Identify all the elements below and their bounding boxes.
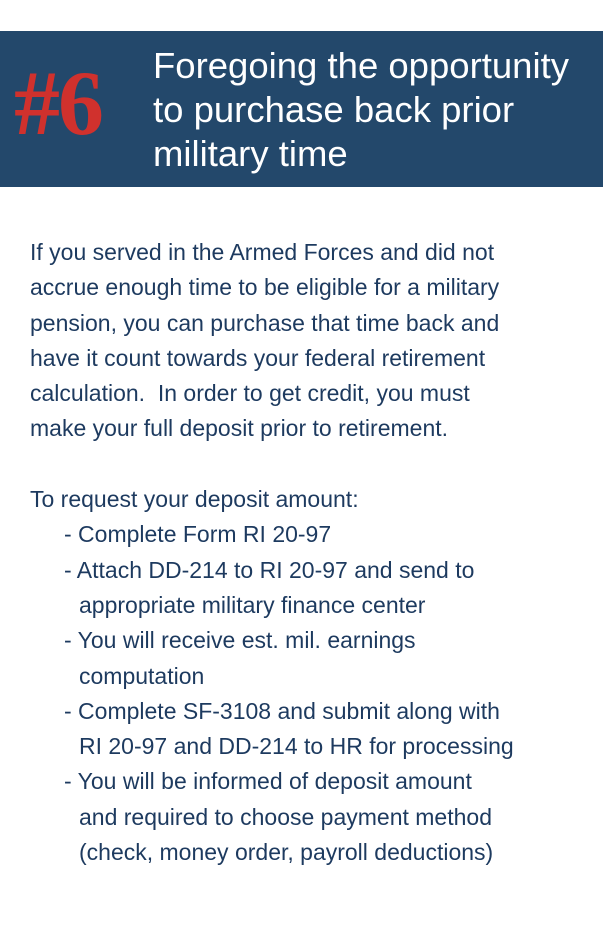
step-item (30, 623, 590, 694)
step-line: computation (79, 662, 205, 689)
title-line: military time (153, 133, 348, 174)
steps-list (30, 517, 590, 870)
step-item (30, 517, 590, 552)
steps-intro (30, 482, 590, 517)
step-line: - Complete SF-3108 and submit along with (64, 697, 500, 724)
step-item (30, 694, 590, 765)
step-line: - Attach DD-214 to RI 20-97 and send to (64, 556, 475, 583)
intro-paragraph (30, 235, 590, 447)
paragraph-line: If you served in the Armed Forces and did not (30, 239, 495, 265)
step-line: - You will be informed of deposit amount (64, 768, 472, 795)
step-line: and required to choose payment method (79, 803, 492, 830)
step-line: (check, money order, payroll deductions) (79, 839, 494, 866)
paragraph-line: pension, you can purchase that time back and (30, 309, 500, 336)
content-body (30, 235, 590, 870)
page-title (153, 44, 598, 176)
title-line: to purchase back prior (153, 89, 515, 130)
step-line: - You will receive est. mil. earnings (64, 627, 416, 654)
title-line: Foregoing the opportunity (153, 45, 569, 86)
step-line: appropriate military finance center (79, 591, 426, 618)
paragraph-line: have it count towards your federal retirement (30, 344, 486, 371)
step-line: - Complete Form RI 20-97 (64, 521, 332, 548)
step-item (30, 764, 590, 870)
number-badge: #6 (14, 52, 102, 154)
step-item (30, 553, 590, 624)
spacer (30, 447, 590, 482)
paragraph-line: make your full deposit prior to retirement. (30, 415, 449, 442)
steps-intro-text: To request your deposit amount: (30, 486, 359, 513)
paragraph-line: calculation. In order to get credit, you must (30, 380, 470, 407)
step-line: RI 20-97 and DD-214 to HR for processing (79, 733, 514, 760)
paragraph-line: accrue enough time to be eligible for a military (30, 274, 500, 301)
